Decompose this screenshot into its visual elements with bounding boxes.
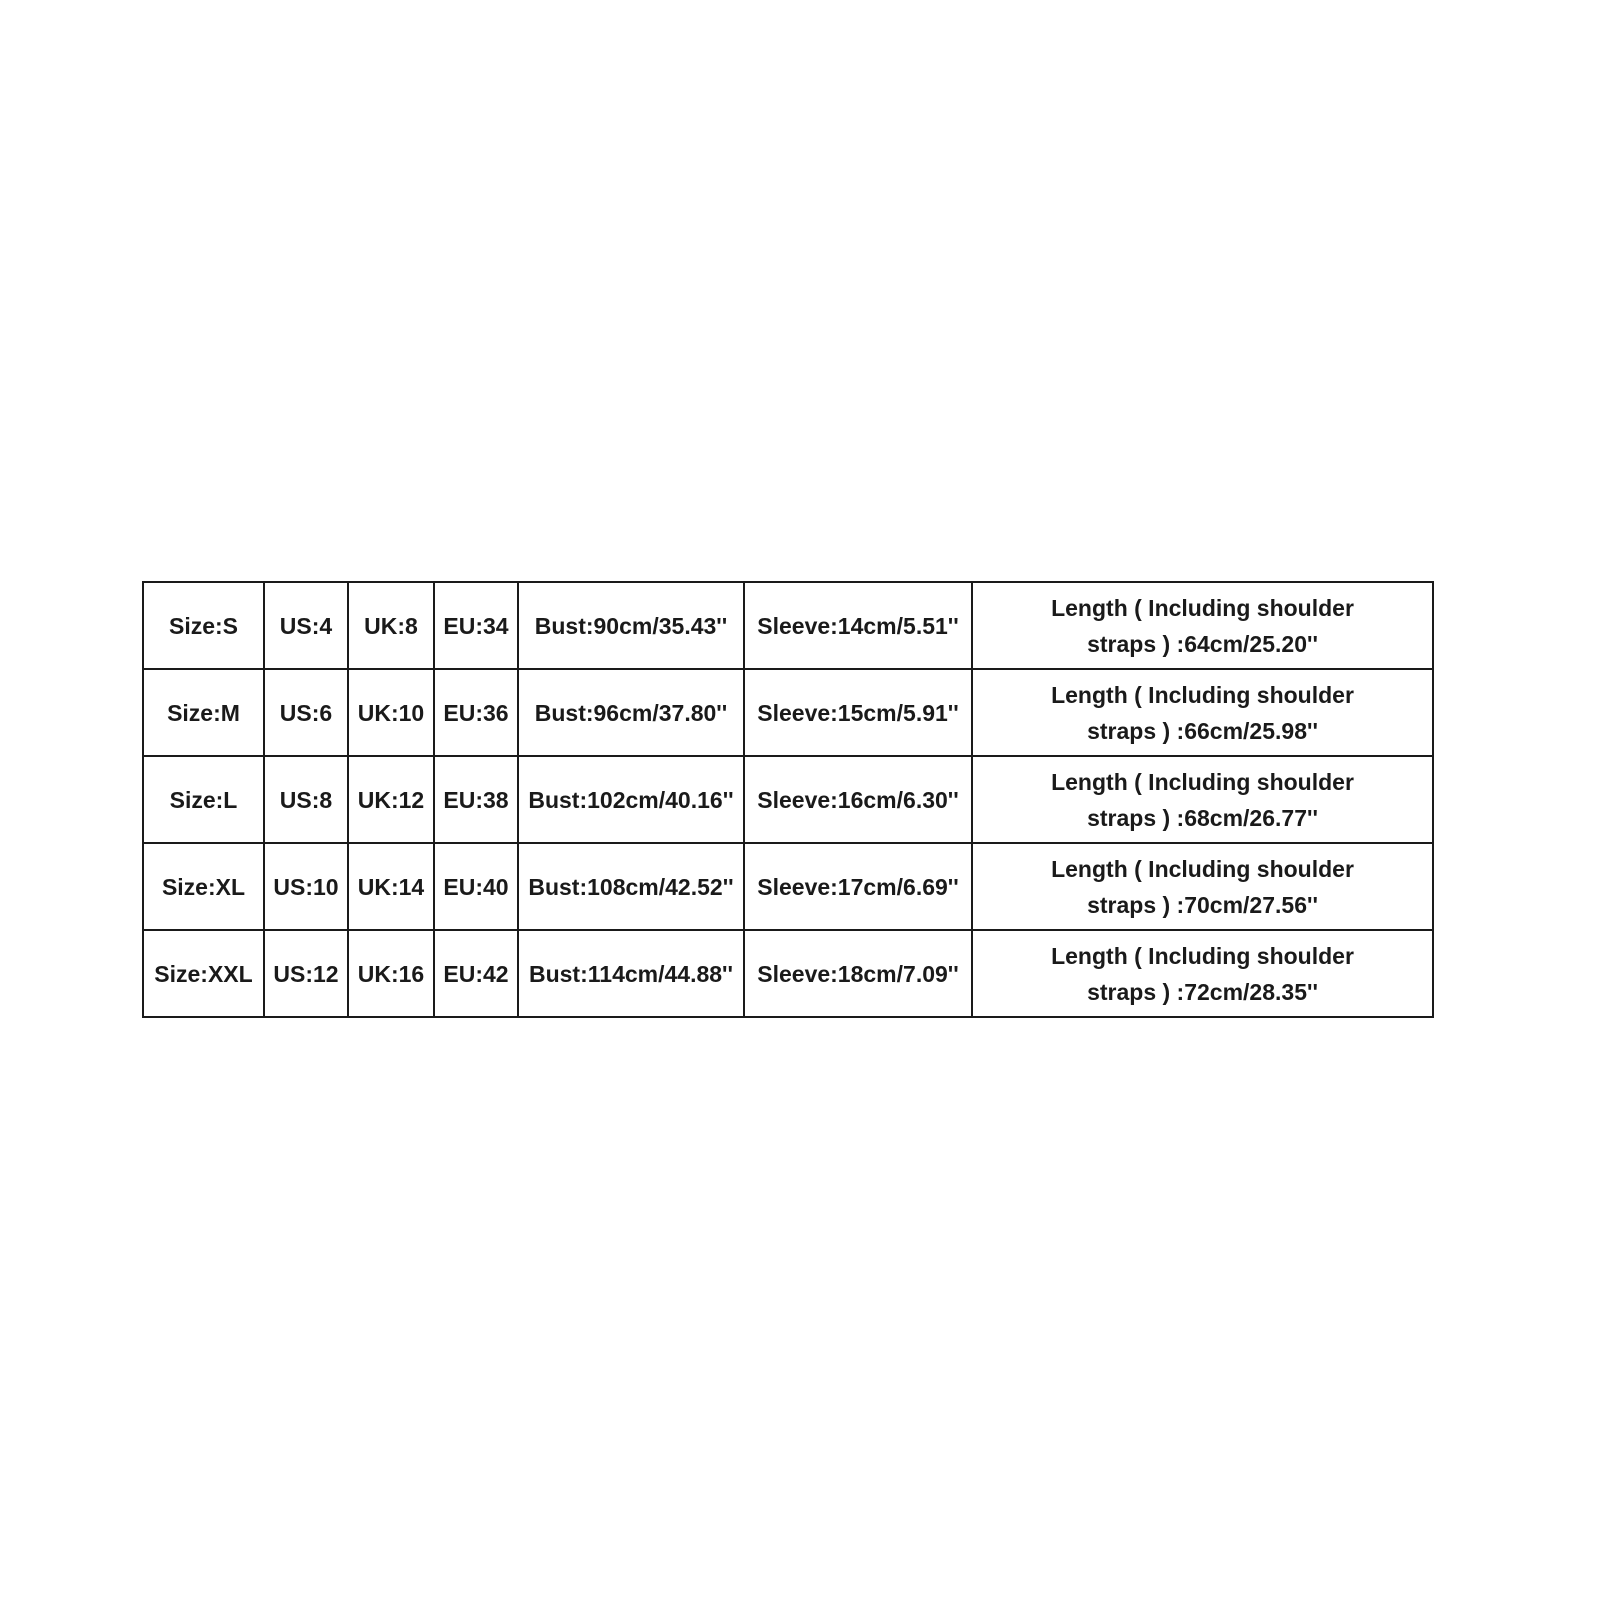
eu-size-cell: EU:34 <box>434 582 518 669</box>
bust-cell: Bust:90cm/35.43'' <box>518 582 744 669</box>
bust-cell: Bust:114cm/44.88'' <box>518 930 744 1017</box>
length-label: Length ( Including shoulder <box>1051 768 1354 795</box>
length-value: straps ) :70cm/27.56'' <box>1087 891 1318 918</box>
uk-size-cell: UK:12 <box>348 756 434 843</box>
size-cell: Size:XL <box>143 843 264 930</box>
size-cell: Size:L <box>143 756 264 843</box>
table-row <box>143 582 1433 669</box>
length-label: Length ( Including shoulder <box>1051 594 1354 621</box>
size-chart-table <box>142 581 1434 1018</box>
uk-size-cell: UK:14 <box>348 843 434 930</box>
size-cell: Size:S <box>143 582 264 669</box>
size-cell: Size:XXL <box>143 930 264 1017</box>
table-row <box>143 843 1433 930</box>
eu-size-cell: EU:36 <box>434 669 518 756</box>
length-label: Length ( Including shoulder <box>1051 942 1354 969</box>
uk-size-cell: UK:16 <box>348 930 434 1017</box>
bust-cell: Bust:108cm/42.52'' <box>518 843 744 930</box>
length-value: straps ) :66cm/25.98'' <box>1087 717 1318 744</box>
sleeve-cell: Sleeve:16cm/6.30'' <box>744 756 972 843</box>
us-size-cell: US:4 <box>264 582 348 669</box>
eu-size-cell: EU:40 <box>434 843 518 930</box>
sleeve-cell: Sleeve:17cm/6.69'' <box>744 843 972 930</box>
us-size-cell: US:10 <box>264 843 348 930</box>
us-size-cell: US:8 <box>264 756 348 843</box>
table-row <box>143 669 1433 756</box>
length-value: straps ) :68cm/26.77'' <box>1087 804 1318 831</box>
length-cell <box>972 582 1433 669</box>
table-row <box>143 930 1433 1017</box>
length-cell <box>972 843 1433 930</box>
table-row <box>143 756 1433 843</box>
uk-size-cell: UK:10 <box>348 669 434 756</box>
length-cell <box>972 669 1433 756</box>
length-cell <box>972 930 1433 1017</box>
uk-size-cell: UK:8 <box>348 582 434 669</box>
sleeve-cell: Sleeve:15cm/5.91'' <box>744 669 972 756</box>
length-label: Length ( Including shoulder <box>1051 681 1354 708</box>
eu-size-cell: EU:38 <box>434 756 518 843</box>
bust-cell: Bust:102cm/40.16'' <box>518 756 744 843</box>
length-cell <box>972 756 1433 843</box>
length-label: Length ( Including shoulder <box>1051 855 1354 882</box>
size-cell: Size:M <box>143 669 264 756</box>
us-size-cell: US:6 <box>264 669 348 756</box>
length-value: straps ) :64cm/25.20'' <box>1087 630 1318 657</box>
length-value: straps ) :72cm/28.35'' <box>1087 978 1318 1005</box>
sleeve-cell: Sleeve:14cm/5.51'' <box>744 582 972 669</box>
sleeve-cell: Sleeve:18cm/7.09'' <box>744 930 972 1017</box>
bust-cell: Bust:96cm/37.80'' <box>518 669 744 756</box>
us-size-cell: US:12 <box>264 930 348 1017</box>
eu-size-cell: EU:42 <box>434 930 518 1017</box>
